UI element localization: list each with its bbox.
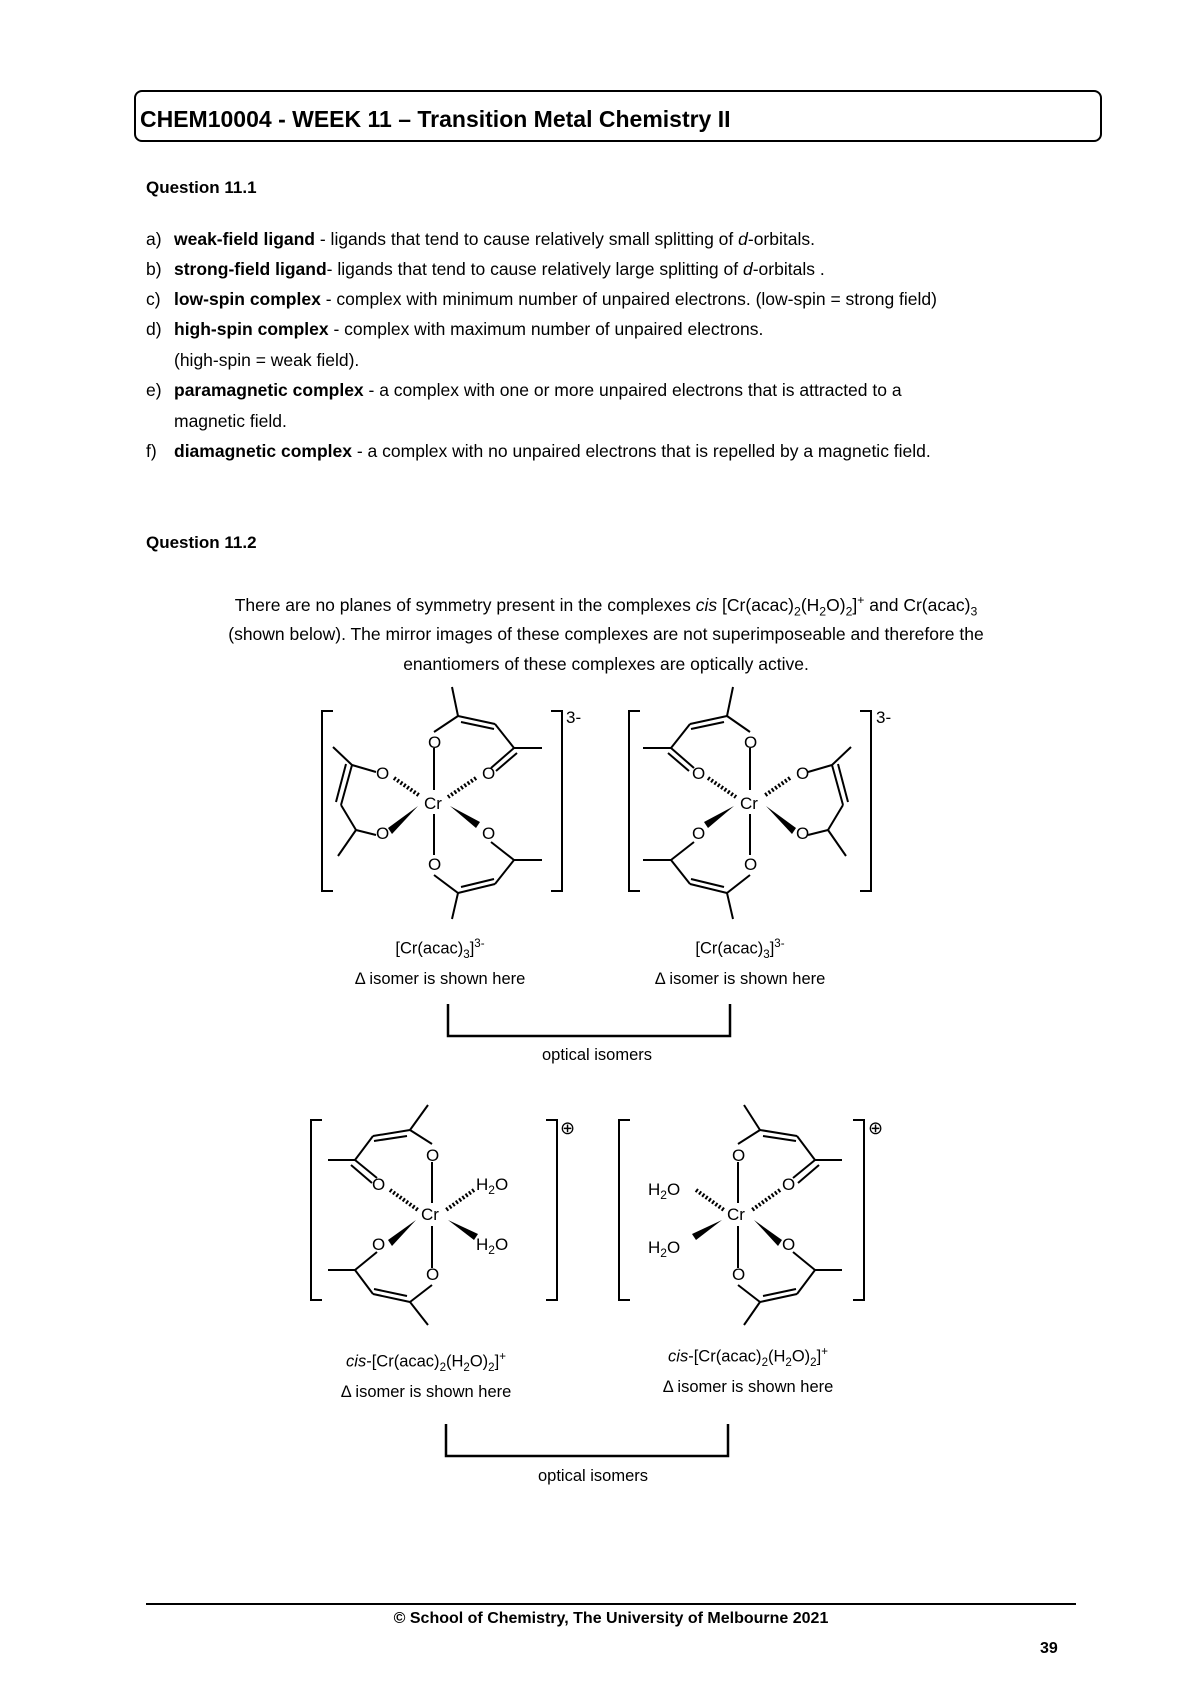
- atom-o: O: [376, 764, 390, 783]
- atom-h2o: $H_2O$: [476, 1175, 509, 1197]
- page-title: CHEM10004 - WEEK 11 – Transition Metal Chemistry II: [140, 106, 731, 132]
- left-bracket: [629, 711, 640, 891]
- definition-text-end: -orbitals .: [752, 259, 825, 279]
- optical-isomers-label-1: optical isomers: [541, 1046, 653, 1064]
- right-bracket: [546, 1120, 557, 1300]
- wedge-bond: [448, 1220, 478, 1240]
- text: and Cr(acac): [864, 594, 971, 615]
- definition-text: - complex with minimum number of unpaired electrons. (low-spin = strong field): [320, 289, 937, 309]
- atom-o: O: [732, 1265, 746, 1284]
- atom-o: O: [372, 1235, 386, 1254]
- optical-isomers-connector-2: [446, 1424, 728, 1456]
- page-number: 39: [1040, 1640, 1058, 1657]
- atom-o: O: [782, 1235, 796, 1254]
- charge-label: 3-: [566, 708, 582, 727]
- wedge-bond: [388, 806, 418, 834]
- d-italic: d: [738, 229, 748, 249]
- item-label: c): [146, 289, 161, 309]
- charge-label: ⊕: [560, 1118, 576, 1138]
- text: ]: [852, 594, 858, 615]
- atom-cr: Cr: [421, 1205, 439, 1224]
- atom-o: O: [796, 824, 810, 843]
- text: (H: [800, 594, 820, 615]
- atom-o: O: [796, 764, 810, 783]
- atom-o: O: [428, 733, 442, 752]
- atom-o: O: [782, 1175, 796, 1194]
- atom-o: O: [744, 855, 758, 874]
- atom-o: O: [428, 855, 442, 874]
- atom-cr: Cr: [727, 1205, 745, 1224]
- term: weak-field ligand: [174, 229, 315, 249]
- wedge-bond: [754, 1220, 782, 1246]
- subscript: 2: [819, 604, 827, 619]
- left-bracket: [619, 1120, 630, 1300]
- wedge-bond: [450, 806, 480, 828]
- caption-cis-left: cis-$[Cr(acac)_2(H_2O)_2]^+$ Δ isomer is shown here: [340, 1351, 512, 1401]
- wedge-bond: [766, 806, 796, 834]
- item-label: b): [146, 259, 162, 279]
- atom-h2o: $H_2O$: [476, 1235, 509, 1257]
- right-bracket: [853, 1120, 864, 1300]
- left-bracket: [311, 1120, 322, 1300]
- q2-paragraph-line-2: (shown below). The mirror images of these complexes are not superimposeable and therefore the: [228, 624, 984, 644]
- item-label: e): [146, 380, 162, 400]
- term: diamagnetic complex: [174, 441, 352, 461]
- atom-h2o: $H_2O$: [648, 1238, 681, 1260]
- atom-o: O: [692, 824, 706, 843]
- d-italic: d: [742, 259, 753, 279]
- item-label: d): [146, 319, 162, 339]
- atom-o: O: [372, 1175, 386, 1194]
- wedge-bond: [704, 806, 734, 828]
- definition-text: - a complex with one or more unpaired electrons that is attracted to a: [363, 380, 902, 400]
- wedge-bond: [388, 1220, 416, 1246]
- footer-divider: [146, 1603, 1076, 1605]
- atom-h2o: $H_2O$: [648, 1180, 681, 1202]
- term: paramagnetic complex: [174, 380, 364, 400]
- atom-o: O: [426, 1265, 440, 1284]
- text: There are no planes of symmetry present in the complexes: [234, 594, 696, 615]
- atom-o: O: [426, 1146, 440, 1165]
- atom-cr: Cr: [424, 794, 442, 813]
- complex-cr-acac3-delta-left: [322, 687, 562, 919]
- atom-o: O: [482, 824, 496, 843]
- term: high-spin complex: [174, 319, 329, 339]
- cis-italic: cis: [695, 594, 718, 615]
- left-bracket: [322, 711, 333, 891]
- caption-cr-acac3-right: $[Cr(acac)_3]^{3-}$ Δ isomer is shown here: [654, 938, 826, 988]
- definition-text-end: -orbitals.: [747, 229, 815, 249]
- optical-isomers-connector-1: [448, 1004, 730, 1036]
- question-11-2-heading: Question 11.2: [146, 533, 257, 552]
- item-label: f): [146, 441, 157, 461]
- right-bracket: [860, 711, 871, 891]
- atom-o: O: [692, 764, 706, 783]
- term: low-spin complex: [174, 289, 321, 309]
- charge-label: 3-: [876, 708, 892, 727]
- text: [Cr(acac): [717, 594, 794, 615]
- subscript: 2: [845, 604, 853, 619]
- atom-o: O: [744, 733, 758, 752]
- atom-o: O: [732, 1146, 746, 1165]
- atom-cr: Cr: [740, 794, 758, 813]
- text: O): [826, 594, 846, 615]
- right-bracket: [551, 711, 562, 891]
- charge-label: ⊕: [868, 1118, 884, 1138]
- superscript: +: [857, 593, 865, 607]
- item-label: a): [146, 229, 162, 249]
- wedge-bond: [692, 1220, 722, 1240]
- atom-o: O: [376, 824, 390, 843]
- atom-o: O: [482, 764, 496, 783]
- optical-isomers-label-2: optical isomers: [537, 1467, 649, 1485]
- term: strong-field ligand: [174, 259, 327, 279]
- footer-copyright: © School of Chemistry, The University of Melbourne 2021: [393, 1610, 829, 1627]
- question-11-1-heading: Question 11.1: [146, 178, 257, 197]
- q2-paragraph-line-3: enantiomers of these complexes are optically active.: [403, 654, 809, 674]
- definition-e-continued: magnetic field.: [174, 411, 287, 431]
- caption-cr-acac3-left: $[Cr(acac)_3]^{3-}$ Δ isomer is shown here: [354, 938, 526, 988]
- definition-text: - complex with maximum number of unpaired electrons.: [328, 319, 764, 339]
- definition-text: - ligands that tend to cause relatively small splitting of: [315, 229, 739, 249]
- caption-cis-right: cis-$[Cr(acac)_2(H_2O)_2]^+$ Δ isomer is shown here: [662, 1346, 834, 1396]
- definition-text: - ligands that tend to cause relatively large splitting of: [326, 259, 743, 279]
- definition-d-continued: (high-spin = weak field).: [174, 350, 360, 370]
- subscript: 3: [970, 604, 978, 619]
- definition-text: - a complex with no unpaired electrons that is repelled by a magnetic field.: [351, 441, 931, 461]
- subscript: 2: [793, 604, 801, 619]
